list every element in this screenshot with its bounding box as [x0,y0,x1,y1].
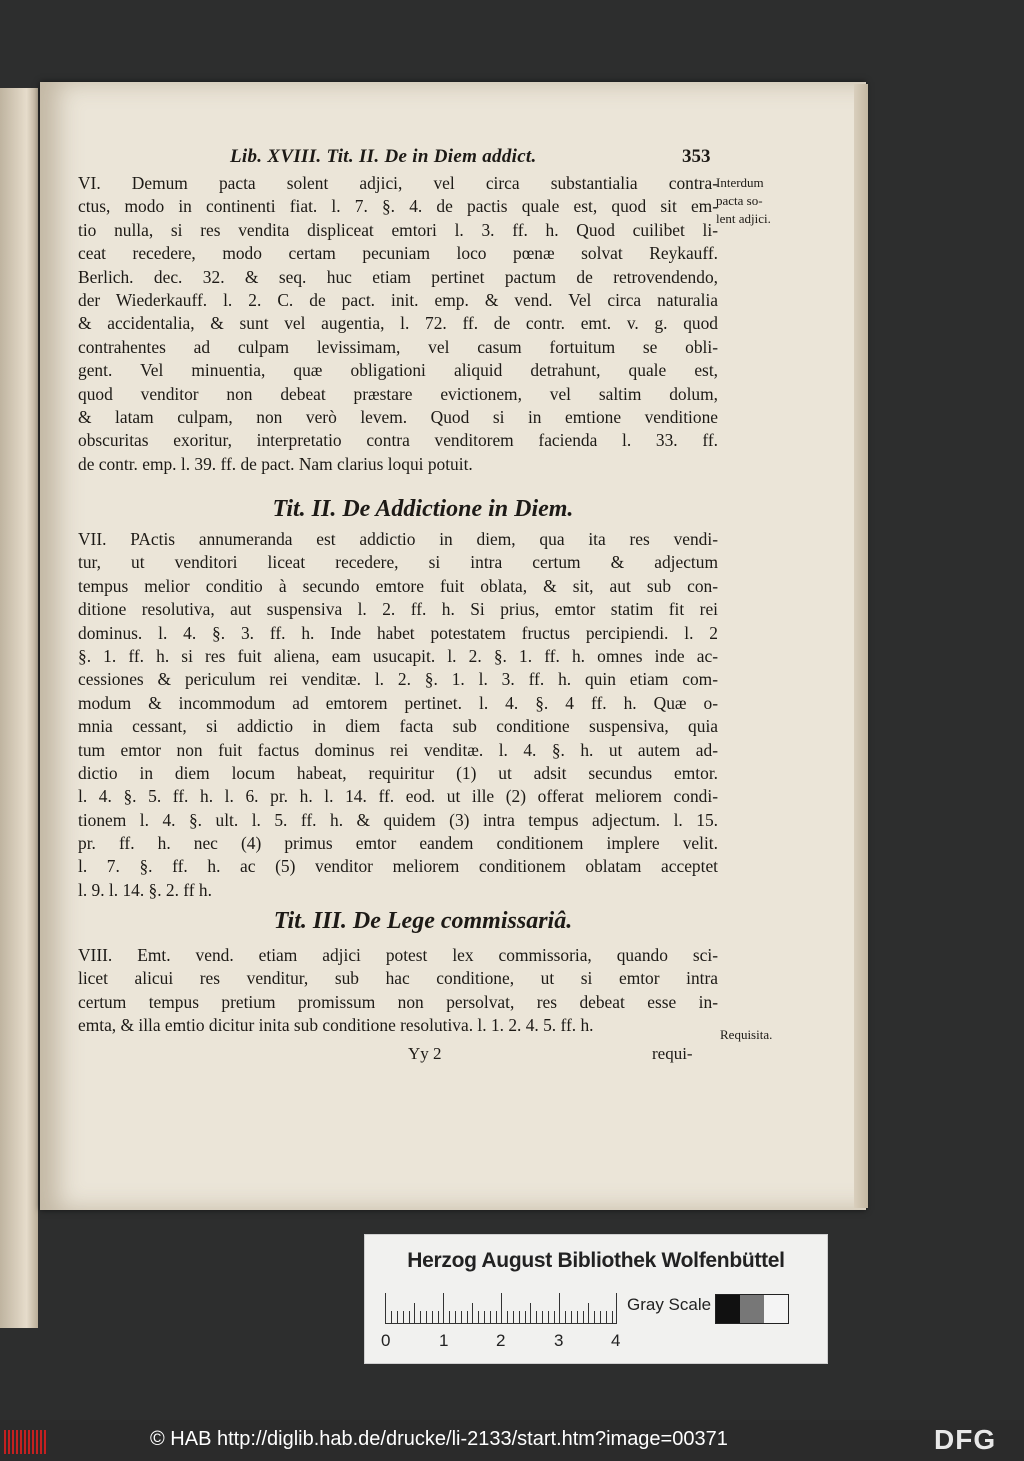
text-line: licet alicui res venditur, sub hac conditione, ut si emtor intra [78,968,718,989]
text-line: l. 4. §. 5. ff. h. l. 6. pr. h. l. 14. ff. eod. ut ille (2) offerat meliorem condi- [78,786,718,807]
text-line: VI. Demum pacta solent adjici, vel circa substantialia contra- [78,173,718,193]
ruler-tick [559,1293,560,1323]
ruler-tick [554,1311,555,1323]
library-color-card [364,1234,828,1364]
ruler-tick [600,1311,601,1323]
section-heading-tit-iii: Tit. III. De Lege commissariâ. [273,908,573,934]
ruler-tick [606,1311,607,1323]
library-name: Herzog August Bibliothek Wolfenbüttel [407,1249,785,1272]
book-page [40,82,866,1210]
ruler-tick [420,1311,421,1323]
text-line: mnia cessant, si addictio in diem facta sub conditione suspensiva, quia [78,716,718,737]
ruler-tick [409,1311,410,1323]
ruler-tick [426,1311,427,1323]
ruler-tick [391,1311,392,1323]
ruler-tick [530,1303,531,1323]
dfg-logo: DFG [934,1424,997,1455]
ruler-tick [397,1311,398,1323]
margin-note-requisita: Requisita. [720,1027,773,1042]
ruler-tick [432,1311,433,1323]
page-number: 353 [682,146,711,167]
ruler-tick [513,1311,514,1323]
ruler-tick [548,1311,549,1323]
text-line: quod venditor non debeat præstare evictionem, vel saltim dolum, [78,383,718,404]
paragraph-vi [78,172,718,476]
text-line: tionem l. 4. §. ult. l. 5. ff. h. & quidem (3) intra tempus adjectum. l. 15. [78,809,718,830]
ruler-tick [414,1303,415,1323]
ruler-number: 1 [439,1331,449,1350]
gray-patch-dark [716,1295,740,1323]
text-line: & latam culpam, non verò levem. Quod si in emtione venditione [78,406,718,427]
gray-patch-mid [740,1295,764,1323]
ruler-number: 0 [381,1331,391,1350]
ruler-tick [571,1311,572,1323]
text-line: & accidentalia, & sunt vel augentia, l. 72. ff. de contr. emt. v. g. quod [78,313,718,334]
gray-patch-light [764,1295,788,1323]
ruler-tick [577,1311,578,1323]
text-line: modum & incommodum ad emtorem pertinet. l. 4. §. 4 ff. h. Quæ o- [78,692,718,713]
text-line: VIII. Emt. vend. etiam adjici potest lex commissoria, quando sci- [78,945,718,965]
ruler-tick [588,1303,589,1323]
ruler-tick [612,1311,613,1323]
ruler-tick [490,1311,491,1323]
ruler-tick [461,1311,462,1323]
ruler-tick [565,1311,566,1323]
ruler-tick [449,1311,450,1323]
ruler-tick [443,1293,444,1323]
ruler-tick [536,1311,537,1323]
text-line: contrahentes ad culpam levissimam, vel casum fortuitum se obli- [78,336,718,357]
ruler-number: 2 [496,1331,506,1350]
text-line: dictio in diem locum habeat, requiritur (1) ut adsit secundus emtor. [78,762,718,783]
viewer-footer [0,1420,1024,1461]
text-line: l. 9. l. 14. §. 2. ff h. [78,879,212,900]
text-line: der Wiederkauff. l. 2. C. de pact. init. emp. & vend. Vel circa naturalia [78,289,718,310]
ruler-number: 4 [611,1331,621,1350]
text-line: ditione resolutiva, aut suspensiva l. 2. ff. h. Si prius, emtor statim fit rei [78,599,718,620]
ruler-tick [507,1311,508,1323]
text-line: pr. ff. h. nec (4) primus emtor eandem conditionem implere velit. [78,833,718,854]
ruler-tick [455,1311,456,1323]
text-line: VII. PActis annumeranda est addictio in diem, qua ita res vendi- [78,529,718,549]
page-edge [854,84,868,1208]
text-line: tio nulla, si res vendita displiceat emtori l. 3. ff. h. Quod cuilibet li- [78,219,718,240]
text-line: dominus. l. 4. §. 3. ff. h. Inde habet potestatem fructus percipiendi. l. 2 [78,622,718,643]
ruler-tick [496,1311,497,1323]
paragraph-vii [78,528,718,902]
previous-page-edge [0,88,38,1328]
text-line: ctus, modo in continenti fiat. l. 7. §. 4. de pactis quale est, quod sit em- [78,196,718,217]
margin-note-line: lent adjici. [716,211,771,226]
ruler-tick [501,1293,502,1323]
text-line: tur, ut venditori liceat recedere, si intra certum & adjectum [78,552,718,573]
text-line: cessiones & periculum rei venditæ. l. 2. §. 1. l. 3. ff. h. quin etiam com- [78,669,718,690]
ruler-scale [385,1293,617,1324]
gray-scale-label: Gray Scale [627,1295,712,1314]
ruler-tick [616,1293,617,1323]
ruler-tick [385,1293,386,1323]
ruler-tick [583,1311,584,1323]
ruler-tick [472,1303,473,1323]
ruler-tick [467,1311,468,1323]
ruler-tick [594,1311,595,1323]
copyright-link[interactable]: © HAB http://diglib.hab.de/drucke/li-2133/start.htm?image=00371 [150,1428,728,1450]
section-heading-tit-ii: Tit. II. De Addictione in Diem. [272,496,574,522]
ruler-tick [542,1311,543,1323]
text-line: ceat recedere, modo certam pecuniam loco pœnæ solvat Reykauff. [78,243,718,264]
catchword: requi- [652,1044,693,1063]
signature-mark: Yy 2 [408,1044,442,1063]
paragraph-viii [78,944,718,1038]
barcode-icon [4,1430,48,1454]
text-line: tum emtor non fuit factus dominus rei venditæ. l. 4. §. h. ut autem ad- [78,739,718,760]
text-line: tempus melior conditio à secundo emtore fuit oblata, & sit, aut sub con- [78,575,718,596]
text-line: Berlich. dec. 32. & seq. huc etiam pertinet pactum de retrovendendo, [78,266,718,287]
margin-note-line: pacta so- [716,193,763,208]
text-line: obscuritas exoritur, interpretatio contra venditorem facienda l. 33. ff. [78,430,718,451]
text-line: de contr. emp. l. 39. ff. de pact. Nam clarius loqui potuit. [78,453,473,474]
ruler-tick [484,1311,485,1323]
text-line: emta, & illa emtio dicitur inita sub conditione resolutiva. l. 1. 2. 4. 5. ff. h. [78,1015,594,1036]
text-line: certum tempus pretium promissum non persolvat, res debeat esse in- [78,991,718,1012]
ruler-tick [403,1311,404,1323]
gray-scale-patches [715,1294,789,1324]
margin-note-interdum [716,174,771,228]
ruler-number: 3 [554,1331,564,1350]
text-line: gent. Vel minuentia, quæ obligationi aliquid detrahunt, quale est, [78,360,718,381]
text-line: §. 1. ff. h. si res fuit aliena, eam usucapit. l. 2. §. 1. ff. h. omnes inde ac- [78,645,718,666]
ruler-tick [525,1311,526,1323]
margin-note-line: Interdum [716,175,764,190]
running-head: Lib. XVIII. Tit. II. De in Diem addict. [230,146,537,167]
text-line: l. 7. §. ff. h. ac (5) venditor meliorem conditionem oblatam acceptet [78,856,718,877]
ruler-tick [438,1311,439,1323]
ruler-tick [478,1311,479,1323]
ruler-tick [519,1311,520,1323]
